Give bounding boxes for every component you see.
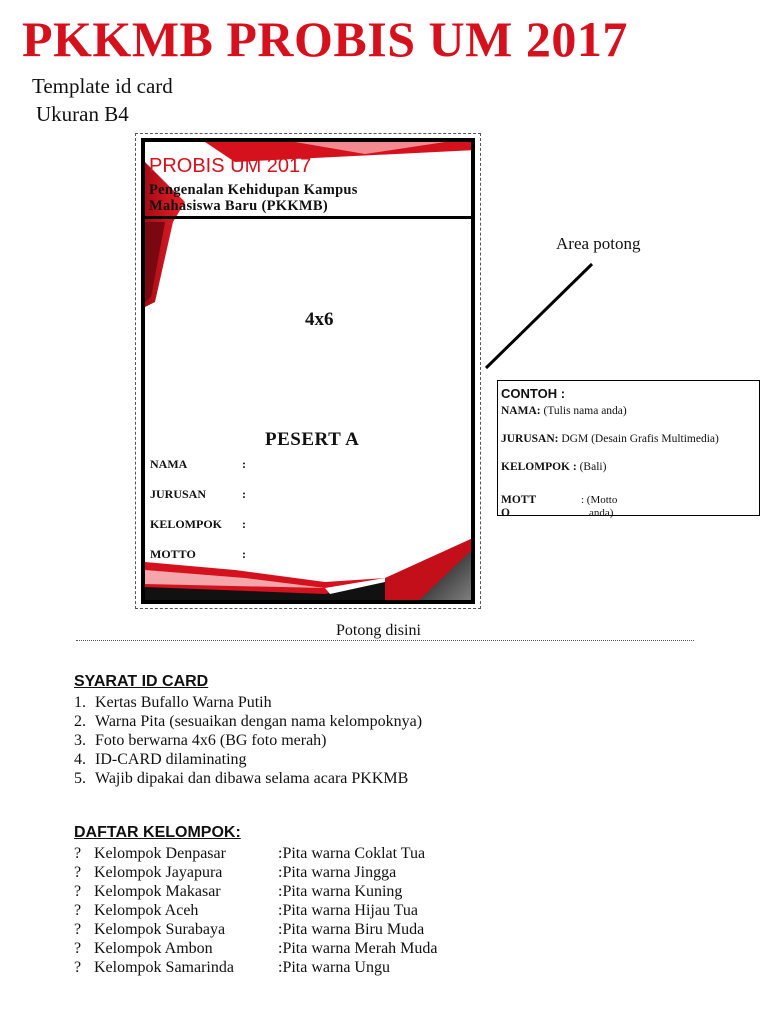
contoh-kelompok: KELOMPOK : (Bali) [501, 461, 607, 473]
list-item: 3. Foto berwarna 4x6 (BG foto merah) [74, 732, 327, 749]
contoh-box [497, 380, 760, 519]
field-motto: MOTTO : [150, 547, 246, 561]
contoh-jurusan: JURUSAN: DGM (Desain Grafis Multimedia) [501, 433, 719, 445]
photo-placeholder: 4x6 [305, 309, 334, 330]
daftar-heading: DAFTAR KELOMPOK: [74, 824, 241, 841]
template-subtitle: Template id card [32, 74, 173, 98]
list-item: 2. Warna Pita (sesuaikan dengan nama kelompoknya) [74, 713, 423, 730]
peserta-label: PESERT A [265, 429, 360, 450]
field-kelompok: KELOMPOK : [150, 517, 246, 531]
cut-line [76, 640, 694, 641]
card-subtitle: Pengenalan Kehidupan Kampus Mahasiswa Baru (PKKMB) [149, 182, 358, 214]
cut-label: Potong disini [336, 622, 421, 639]
list-item: 1. Kertas Bufallo Warna Putih [74, 694, 272, 711]
contoh-heading: CONTOH : [501, 386, 566, 401]
list-item: 5. Wajib dipakai dan dibawa selama acara PKKMB [74, 770, 409, 787]
syarat-heading: SYARAT ID CARD [74, 673, 209, 690]
card-divider [145, 216, 475, 219]
area-potong-label: Area potong [556, 234, 641, 253]
list-item: ? Kelompok Denpasar :Pita warna Coklat Tua [74, 845, 426, 862]
field-jurusan: JURUSAN : [150, 487, 246, 501]
contoh-motto-label: MOTT O [501, 494, 537, 519]
daftar-list [74, 844, 438, 977]
list-item: ? Kelompok Surabaya :Pita warna Biru Muda [74, 921, 425, 938]
list-item: ? Kelompok Samarinda :Pita warna Ungu [74, 959, 390, 976]
list-item: ? Kelompok Ambon :Pita warna Merah Muda [74, 940, 438, 957]
list-item: ? Kelompok Jayapura :Pita warna Jingga [74, 864, 397, 881]
list-item: ? Kelompok Makasar :Pita warna Kuning [74, 883, 403, 900]
size-subtitle: Ukuran B4 [36, 102, 129, 126]
id-card [141, 138, 475, 604]
list-item: 4. ID-CARD dilaminating [74, 751, 247, 768]
field-nama: NAMA : [150, 457, 246, 471]
contoh-nama: NAMA: (Tulis nama anda) [501, 405, 627, 417]
page-title: PKKMB PROBIS UM 2017 [22, 11, 628, 67]
list-item: ? Kelompok Aceh :Pita warna Hijau Tua [74, 902, 418, 919]
pointer-line [480, 258, 600, 372]
contoh-motto-value: : (Motto anda) [581, 494, 618, 519]
card-title: PROBIS UM 2017 [149, 155, 312, 177]
syarat-list [74, 693, 422, 788]
